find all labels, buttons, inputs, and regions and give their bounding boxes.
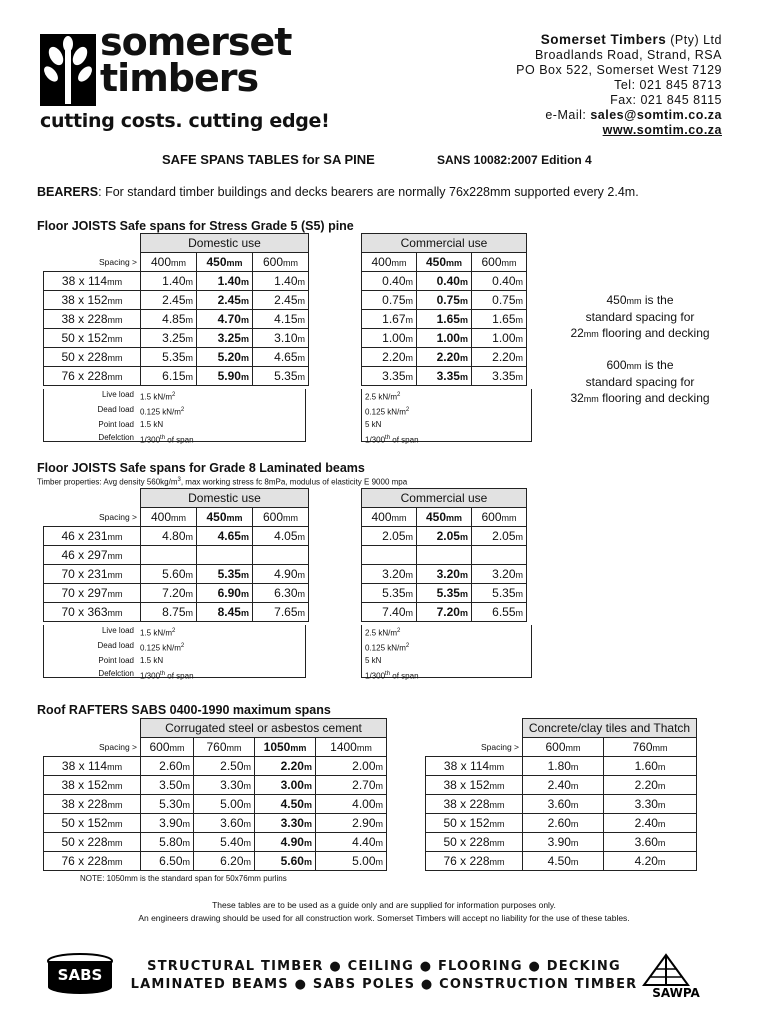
timber-size: 50 x 152mm [426,814,523,833]
span-value: 4.90m [255,833,316,852]
company-address-line2: PO Box 522, Somerset West 7129 [516,63,722,77]
span-value: 2.40m [523,776,604,795]
span-value: 2.60m [141,757,194,776]
load-value: 5 kN [365,656,382,666]
table-row [426,814,697,833]
span-value: 3.25m [197,329,253,348]
timber-size: 70 x 231mm [44,565,141,584]
company-tel: Tel: 021 845 8713 [614,78,722,92]
table-row [362,527,527,546]
span-value: 2.20m [417,348,472,367]
span-value: 4.80m [141,527,197,546]
bearers-note: BEARERS: For standard timber buildings and decks bearers are normally 76x228mm supported every 2.4m. [37,185,639,199]
spacing-600: 600mm [253,508,309,527]
brand-name: somerset timbers [100,20,292,100]
span-value: 2.70m [316,776,387,795]
spacing-1400: 1400mm [316,738,387,757]
table-row [426,852,697,871]
table-row [362,329,527,348]
company-website[interactable]: www.somtim.co.za [602,123,722,137]
g8-timber-properties: Timber properties: Avg density $560kg/m^3$, max working stress fc 8mPa, modulus of elasticity E 9000 mpa [37,477,408,487]
timber-size: 38 x 152mm [426,776,523,795]
blank-cell [426,719,523,738]
d-use-header: Domestic use [141,489,309,508]
span-value: 0.40m [472,272,527,291]
load-label: Defelction [98,668,134,678]
table-row [44,272,309,291]
rafters-corrugated-table [43,718,387,871]
span-value: 7.20m [417,603,472,622]
company-name: Somerset Timbers [540,32,667,47]
span-value: 4.15m [253,310,309,329]
spacing-row [362,508,527,527]
span-value: 3.20m [417,565,472,584]
table-row [362,603,527,622]
side-note-600: 600mm is the standard spacing for 32mm flooring and decking [570,358,710,405]
span-value: 1.00m [417,329,472,348]
table-row [426,776,697,795]
spacing-400: 400mm [362,253,417,272]
span-value: 5.90m [197,367,253,386]
span-value [197,546,253,565]
load-line [362,404,531,419]
load-value: 1/300th of span [140,434,194,445]
load-line [44,432,305,447]
purlin-note: NOTE: 1050mm is the standard span for 50x76mm purlins [80,874,287,883]
table-header-row [44,234,309,253]
span-value: 0.40m [362,272,417,291]
span-value: 0.40m [417,272,472,291]
span-value: 2.05m [417,527,472,546]
timber-size: 70 x 297mm [44,584,141,603]
span-value: 3.90m [141,814,194,833]
span-value: 3.35m [472,367,527,386]
table-row [426,757,697,776]
span-value: 3.50m [141,776,194,795]
span-value: 6.55m [472,603,527,622]
load-value: 0.125 $kN/m^2$ [365,643,410,653]
span-value [141,546,197,565]
g8-commercial-loads [361,625,532,681]
span-value: 4.65m [197,527,253,546]
load-value: 1/300th of span [365,434,419,445]
timber-size: 46 x 231mm [44,527,141,546]
span-value: 1.40m [197,272,253,291]
span-value: 4.05m [253,527,309,546]
table-row [362,348,527,367]
svg-text:SAWPA: SAWPA [652,986,700,999]
timber-size: 38 x 114mm [44,757,141,776]
span-value: 3.35m [417,367,472,386]
span-value: 2.40m [604,814,697,833]
load-value: 1.5 kN [140,656,164,666]
timber-size: 38 x 152mm [44,291,141,310]
span-value: 2.20m [472,348,527,367]
table-row [362,272,527,291]
d-use-header: Domestic use [141,234,309,253]
table-row [362,565,527,584]
table-header-row [426,719,697,738]
span-value: 5.00m [194,795,255,814]
span-value: 2.50m [194,757,255,776]
table-row [362,310,527,329]
span-value: 2.05m [362,527,417,546]
somerset-tree-logo [40,34,96,106]
span-value: 1.65m [417,310,472,329]
table-row [44,527,309,546]
s5-domestic-table [43,233,309,386]
span-value: 5.35m [253,367,309,386]
span-value: 2.60m [523,814,604,833]
load-value: 1/300th of span [140,670,194,681]
span-value: 4.50m [255,795,316,814]
spacing-760: 760mm [194,738,255,757]
span-value: 1.00m [362,329,417,348]
load-line [362,668,531,683]
span-value: 1.67m [362,310,417,329]
span-value: 5.80m [141,833,194,852]
load-line [362,389,531,404]
load-value: 0.125 $kN/m^2$ [365,407,410,417]
s5-section-title: Floor JOISTS Safe spans for Stress Grade 5 (S5) pine [37,219,354,233]
table-row [44,565,309,584]
load-line [362,432,531,447]
spacing-400: 400mm [362,508,417,527]
timber-size: 76 x 228mm [44,367,141,386]
brand-tagline: cutting costs. cutting edge! [40,110,330,132]
timber-size: 50 x 228mm [44,833,141,852]
table-row [362,367,527,386]
span-value: 5.00m [316,852,387,871]
table-row [362,546,527,565]
s5-domestic-loads [43,389,306,445]
span-value: 5.40m [194,833,255,852]
c-use-header: Commercial use [362,234,527,253]
span-value: 2.90m [316,814,387,833]
table-row [44,310,309,329]
spacing-600: 600mm [141,738,194,757]
timber-size: 50 x 152mm [44,814,141,833]
spacing-450: 450mm [417,253,472,272]
load-line [362,655,531,668]
span-value: 4.50m [523,852,604,871]
load-line [44,419,305,432]
rafters-section-title: Roof RAFTERS SABS 0400-1990 maximum spans [37,703,331,717]
span-value: 0.75m [472,291,527,310]
timber-size: 38 x 228mm [426,795,523,814]
span-value: 3.20m [362,565,417,584]
spacing-label: Spacing > [98,741,137,752]
table-row [44,814,387,833]
timber-size: 38 x 114mm [426,757,523,776]
span-value [253,546,309,565]
load-label: Live load [101,626,134,635]
span-value: 1.40m [141,272,197,291]
span-value: 1.00m [472,329,527,348]
spacing-row [426,738,697,757]
span-value: 2.00m [316,757,387,776]
load-value: 2.5 $kN/m^2$ [365,628,401,638]
svg-text:SABS: SABS [57,966,103,984]
timber-size: 38 x 152mm [44,776,141,795]
span-value: 2.05m [472,527,527,546]
span-value: 3.30m [194,776,255,795]
timber-size: 70 x 363mm [44,603,141,622]
load-line [44,655,305,668]
span-value: 2.45m [197,291,253,310]
span-value [472,546,527,565]
blank-cell [44,234,141,253]
span-value: 3.30m [255,814,316,833]
load-value: 1.5 $kN/m^2$ [140,392,176,402]
timber-size: 38 x 228mm [44,310,141,329]
g8-commercial-table [361,488,527,622]
c-use-header: Commercial use [362,489,527,508]
table-header-row [44,489,309,508]
g8-domestic-table [43,488,309,622]
timber-size: 76 x 228mm [44,852,141,871]
load-label: Live load [101,390,134,399]
span-value: 6.15m [141,367,197,386]
span-value: 3.30m [604,795,697,814]
spacing-row [362,253,527,272]
s5-commercial-table [361,233,527,386]
load-value: 2.5 $kN/m^2$ [365,392,401,402]
spacing-row [44,738,387,757]
g8-domestic-loads [43,625,306,681]
span-value: 7.20m [141,584,197,603]
span-value: 4.90m [253,565,309,584]
span-value: 6.50m [141,852,194,871]
load-value: 1/300th of span [365,670,419,681]
span-value: 3.20m [472,565,527,584]
span-value: 4.70m [197,310,253,329]
spacing-450: 450mm [417,508,472,527]
span-value: 6.30m [253,584,309,603]
span-value: 5.20m [197,348,253,367]
span-value: 5.30m [141,795,194,814]
table-row [44,795,387,814]
span-value: 8.75m [141,603,197,622]
span-value: 1.60m [604,757,697,776]
table-row [44,348,309,367]
load-line [362,419,531,432]
spacing-600: 600mm [523,738,604,757]
spacing-400: 400mm [141,508,197,527]
span-value: 4.85m [141,310,197,329]
load-line [44,640,305,655]
spacing-label: Spacing > [98,511,137,522]
span-value: 4.00m [316,795,387,814]
load-value: 0.125 $kN/m^2$ [140,643,185,653]
spacing-row [44,253,309,272]
span-value [362,546,417,565]
load-label: Point load [98,656,134,666]
span-value: 3.35m [362,367,417,386]
load-line [362,625,531,640]
timber-size: 50 x 152mm [44,329,141,348]
span-value: 0.75m [362,291,417,310]
disclaimer: These tables are to be used as a guide only and are supplied for information purposes only. An engineers drawing should be used for all construction work. Somerset Timbers will accept no liability for the use of these tables. [138,900,630,923]
table-row [426,833,697,852]
blank-cell [44,489,141,508]
load-label: Dead load [97,405,134,415]
spacing-450: 450mm [197,253,253,272]
spacing-450: 450mm [197,508,253,527]
span-value: 2.20m [255,757,316,776]
table-header-row [362,489,527,508]
load-line [44,389,305,404]
load-line [362,640,531,655]
span-value: 1.40m [253,272,309,291]
table-row [426,795,697,814]
table-row [44,546,309,565]
span-value: 3.60m [523,795,604,814]
load-value: 5 kN [365,420,382,430]
span-value: 8.45m [197,603,253,622]
sawpa-logo [636,953,718,999]
span-value: 7.40m [362,603,417,622]
load-value: 1.5 $kN/m^2$ [140,628,176,638]
timber-size: 46 x 297mm [44,546,141,565]
load-label: Dead load [97,641,134,651]
load-line [44,404,305,419]
span-value: 1.65m [472,310,527,329]
span-value: 5.35m [472,584,527,603]
corrugated-header: Corrugated steel or asbestos cement [141,719,387,738]
table-row [44,329,309,348]
spacing-row [44,508,309,527]
table-row [44,833,387,852]
timber-size: 76 x 228mm [426,852,523,871]
spacing-600: 600mm [472,508,527,527]
span-value: 5.35m [197,565,253,584]
table-row [362,584,527,603]
table-row [44,603,309,622]
timber-size: 38 x 114mm [44,272,141,291]
timber-size: 50 x 228mm [426,833,523,852]
footer-services: STRUCTURAL TIMBER ● CEILING ● FLOORING ● DECKING LAMINATED BEAMS ● SABS POLES ● CONSTRUCTION TIMBER [130,959,638,992]
span-value: 3.60m [604,833,697,852]
spacing-label: Spacing > [98,256,137,267]
span-value: 0.75m [417,291,472,310]
tiles-header: Concrete/clay tiles and Thatch [523,719,697,738]
table-row [44,584,309,603]
table-row [362,291,527,310]
span-value: 5.35m [417,584,472,603]
span-value: 3.60m [194,814,255,833]
table-header-row [44,719,387,738]
span-value: 5.60m [255,852,316,871]
spacing-label: Spacing > [480,741,519,752]
span-value: 6.90m [197,584,253,603]
table-row [44,291,309,310]
load-line [44,668,305,683]
load-line [44,625,305,640]
span-value: 4.20m [604,852,697,871]
side-note-450: 450mm is the standard spacing for 22mm flooring and decking [570,293,710,340]
timber-size: 38 x 228mm [44,795,141,814]
spacing-400: 400mm [141,253,197,272]
span-value [417,546,472,565]
span-value: 2.45m [253,291,309,310]
span-value: 4.65m [253,348,309,367]
span-value: 1.80m [523,757,604,776]
table-row [44,367,309,386]
span-value: 7.65m [253,603,309,622]
company-fax: Fax: 021 845 8115 [610,93,722,107]
load-label: Point load [98,420,134,430]
span-value: 6.20m [194,852,255,871]
table-row [44,776,387,795]
spacing-1050: 1050mm [255,738,316,757]
rafters-tiles-table [425,718,697,871]
table-row [44,852,387,871]
load-value: 1.5 kN [140,420,164,430]
span-value: 3.90m [523,833,604,852]
spacing-600: 600mm [253,253,309,272]
span-value: 5.35m [141,348,197,367]
span-value: 3.25m [141,329,197,348]
spacing-760: 760mm [604,738,697,757]
load-label: Defelction [98,432,134,442]
span-value: 2.45m [141,291,197,310]
span-value: 5.35m [362,584,417,603]
document-standard: SANS 10082:2007 Edition 4 [437,153,592,167]
table-row [44,757,387,776]
span-value: 5.60m [141,565,197,584]
spacing-600: 600mm [472,253,527,272]
table-header-row [362,234,527,253]
span-value: 3.00m [255,776,316,795]
document-title: SAFE SPANS TABLES for SA PINE [162,152,375,167]
company-email[interactable]: sales@somtim.co.za [590,108,722,122]
load-value: 0.125 $kN/m^2$ [140,407,185,417]
span-value: 4.40m [316,833,387,852]
span-value: 2.20m [362,348,417,367]
timber-size: 50 x 228mm [44,348,141,367]
company-contact: Somerset Timbers (Pty) Ltd Broadlands Road, Strand, RSA PO Box 522, Somerset West 7129 Tel: 021 845 8713 Fax: 021 845 8115 e-Mail: sales@somtim.co.za www.somtim.co.za [516,32,722,137]
span-value: 2.20m [604,776,697,795]
g8-section-title: Floor JOISTS Safe spans for Grade 8 Laminated beams [37,461,365,475]
s5-commercial-loads [361,389,532,445]
span-value: 3.10m [253,329,309,348]
blank-cell [44,719,141,738]
company-address-line1: Broadlands Road, Strand, RSA [534,48,722,62]
